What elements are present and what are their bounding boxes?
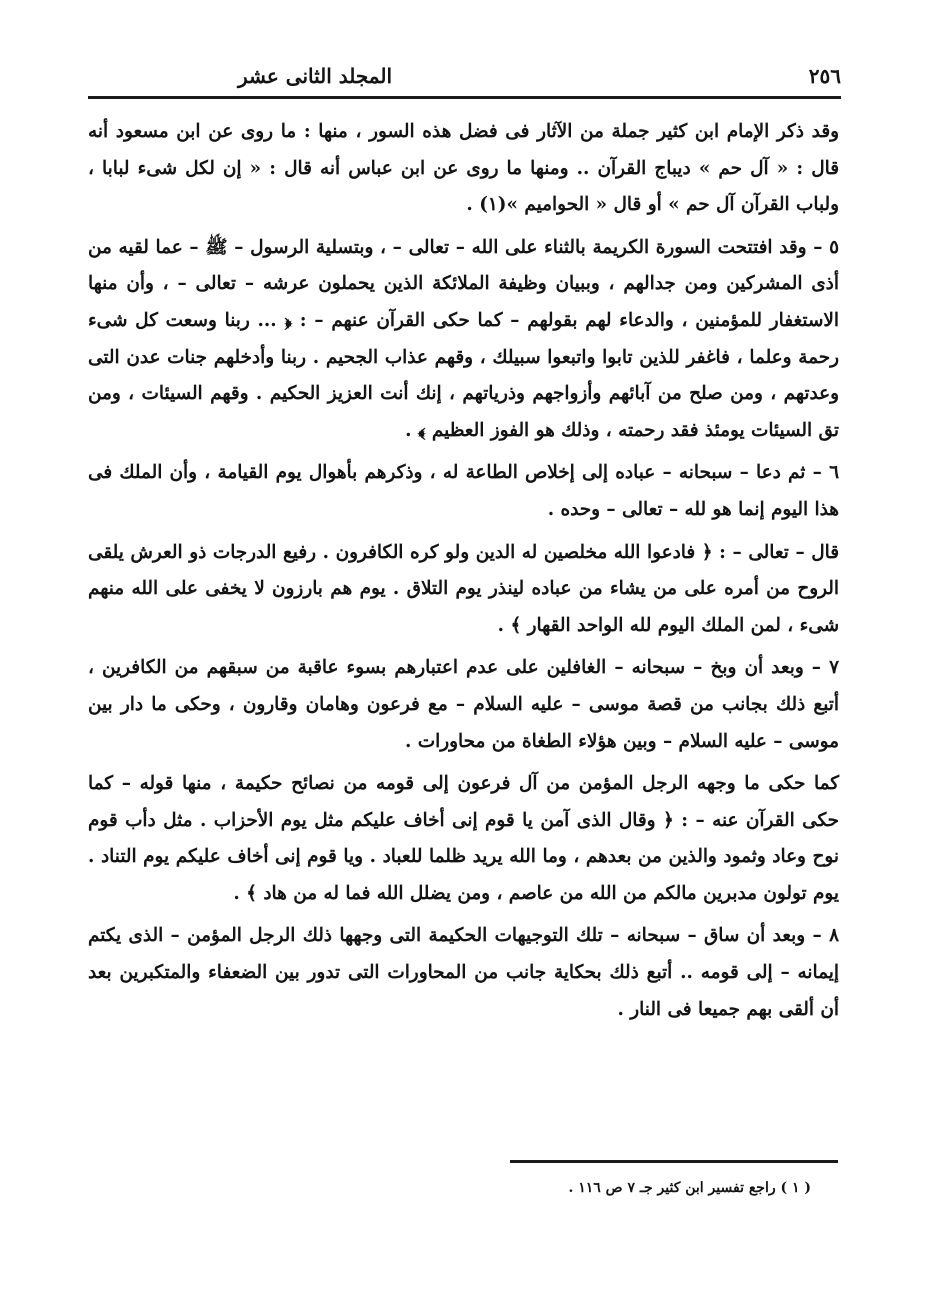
page-header bbox=[88, 56, 841, 99]
paragraph-6: ٦ – ثم دعا – سبحانه – عباده إلى إخلاص الطاعة له ، وذكرهم بأهوال يوم القيامة ، وأن الملك فى هذا اليوم إنما هو لله – تعالى – وحده . bbox=[88, 462, 839, 520]
footnote-divider bbox=[510, 1160, 838, 1163]
paragraph-5: ٥ – وقد افتتحت السورة الكريمة بالثناء على الله – تعالى – ، وبتسلية الرسول – ﷺ – عما لقيه من أذى المشركين ومن جدالهم ، وببيان وظيفة الملائكة الذين يحملون عرشه – تعالى – ، وأن منها الاستغفار للمؤمنين ، والدعاء لهم بقولهم – كما حكى القرآن عنهم – : ﴿ ... ربنا وسعت كل شىء رحمة وعلما ، فاغفر للذين تابوا واتبعوا سبيلك ، وقهم عذاب الجحيم . ربنا وأدخلهم جنات عدن التى وعدتهم ، ومن صلح من آبائهم وأزواجهم وذرياتهم ، إنك أنت العزيز الحكيم . وقهم السيئات ، ومن تق السيئات يومئذ فقد رحمته ، وذلك هو الفوز العظيم ﴾ . bbox=[88, 236, 839, 441]
page-number: ٢٥٦ bbox=[808, 64, 841, 88]
paragraph-7: ٧ – وبعد أن وبخ – سبحانه – الغافلين على عدم اعتبارهم بسوء عاقبة من سبقهم من الكافرين ، أتبع ذلك بجانب من قصة موسى – عليه السلام – مع فرعون وهامان وقارون ، وحكى ما دار بين موسى – عليه السلام – وبين هؤلاء الطغاة من محاورات . bbox=[88, 657, 839, 752]
paragraph-8: ٨ – وبعد أن ساق – سبحانه – تلك التوجيهات الحكيمة التى وجهها ذلك الرجل المؤمن – الذى يكتم إيمانه – إلى قومه .. أتبع ذلك بحكاية جانب من المحاورات التى تدور بين الضعفاء والمتكبرين بعد أن ألقى بهم جميعا فى النار . bbox=[88, 925, 839, 1020]
volume-title: المجلد الثانى عشر bbox=[238, 64, 392, 88]
footnote: ( ١ ) راجع تفسير ابن كثير جـ ٧ ص ١١٦ . bbox=[568, 1180, 811, 1196]
page-body bbox=[88, 114, 839, 1028]
paragraph-7-cont: كما حكى ما وجهه الرجل المؤمن من آل فرعون إلى قومه من نصائح حكيمة ، منها قوله – كما حكى القرآن عنه – : ﴿ وقال الذى آمن يا قوم إنى أخاف عليكم مثل يوم الأحزاب . مثل دأب قوم نوح وعاد وثمود والذين من بعدهم ، وما الله يريد ظلما للعباد . ويا قوم إنى أخاف عليكم يوم التناد . يوم تولون مدبرين مالكم من الله من عاصم ، ومن يضلل الله فما له من هاد ﴾ . bbox=[88, 773, 839, 904]
paragraph-6-quote: قال – تعالى – : ﴿ فادعوا الله مخلصين له الدين ولو كره الكافرون . رفيع الدرجات ذو العرش يلقى الروح من أمره على من يشاء من عباده لينذر يوم التلاق . يوم هم بارزون لا يخفى على الله منهم شىء ، لمن الملك اليوم لله الواحد القهار ﴾ . bbox=[88, 541, 839, 636]
paragraph-intro: وقد ذكر الإمام ابن كثير جملة من الآثار فى فضل هذه السور ، منها : ما روى عن ابن مسعود أنه قال : « آل حم » ديباج القرآن .. ومنها ما روى عن ابن عباس أنه قال : « إن لكل شىء لبابا ، ولباب القرآن آل حم » أو قال « الحواميم »(١) . bbox=[88, 121, 839, 216]
